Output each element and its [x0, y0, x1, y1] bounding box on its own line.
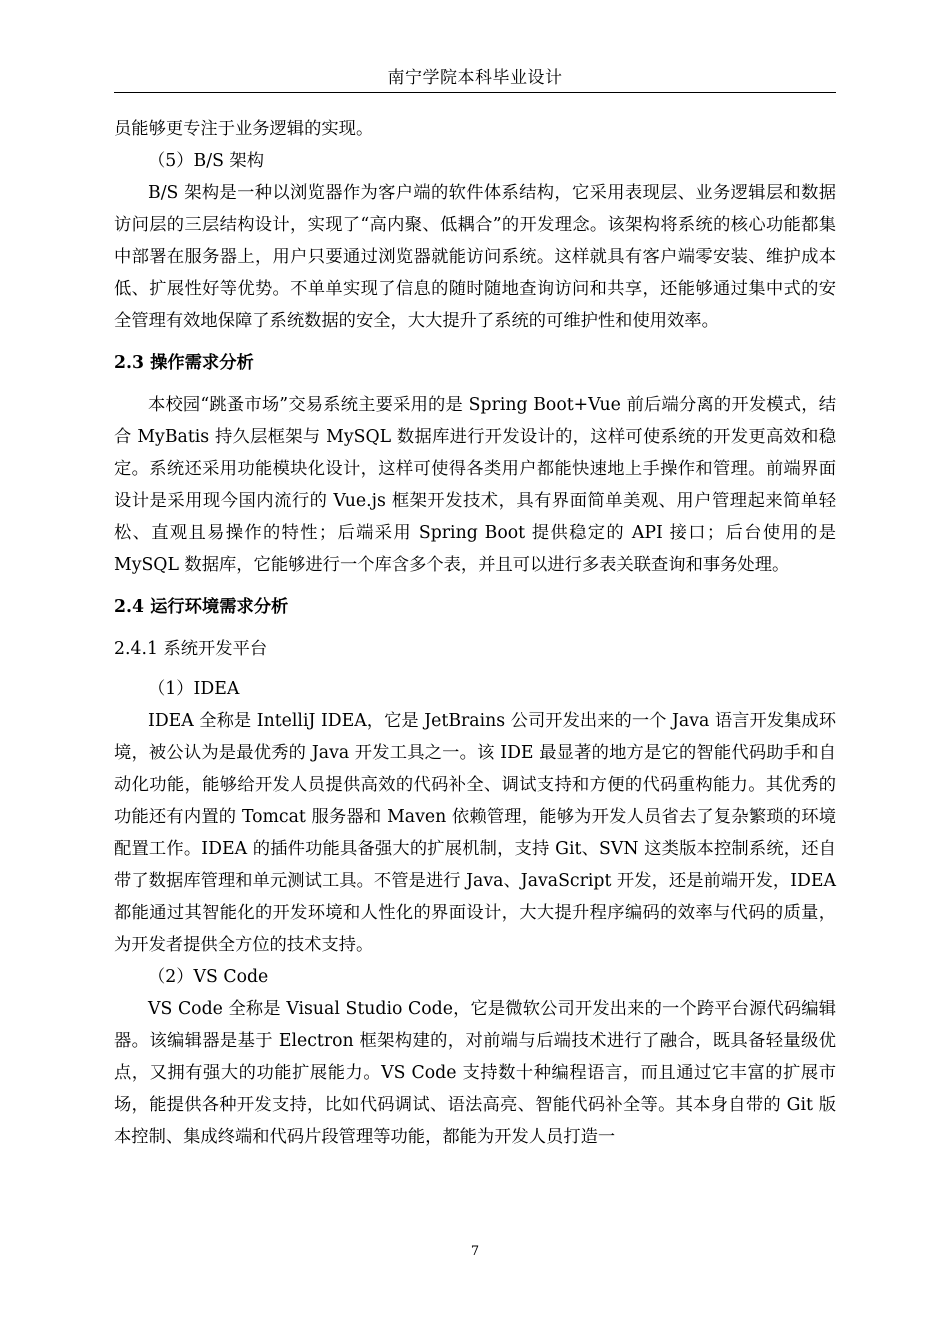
bs-architecture-heading: （5）B/S 架构 [148, 151, 264, 171]
section-heading-2-4: 2.4 运行环境需求分析 [114, 597, 289, 617]
idea-heading: （1）IDEA [148, 679, 240, 699]
bs-architecture-paragraph: B/S 架构是一种以浏览器作为客户端的软件体系结构，它采用表现层、业务逻辑层和数据访问层的三层结构设计，实现了“高内聚、低耦合”的开发理念。该架构将系统的核心功能都集中部署在服务器上，用户只要通过浏览器就能访问系统。这样就具有客户端零安装、维护成本低、扩展性好等优势。不单单实现了信息的随时随地查询访问和共享，还能够通过集中式的安全管理有效地保障了系统数据的安全，大大提升了系统的可维护性和使用效率。 [114, 183, 836, 331]
idea-paragraph: IDEA 全称是 IntelliJ IDEA，它是 JetBrains 公司开发出来的一个 Java 语言开发集成环境，被公认为是最优秀的 Java 开发工具之一。该 IDE 最显著的地方是它的智能代码助手和自动化功能，能够给开发人员提供高效的代码补全、调试支持和方便的代码重构能力。其优秀的功能还有内置的 Tomcat 服务器和 Maven 依赖管理，能够为开发人员省去了复杂繁琐的环境配置工作。IDEA 的插件功能具备强大的扩展机制，支持 Git、SVN 这类版本控制系统，还自带了数据库管理和单元测试工具。不管是进行 Java、JavaScript 开发，还是前端开发，IDEA 都能通过其智能化的开发环境和人性化的界面设计，大大提升程序编码的效率与代码的质量，为开发者提供全方位的技术支持。 [114, 711, 836, 955]
header-divider [114, 92, 836, 93]
subsection-heading-2-4-1: 2.4.1 系统开发平台 [114, 639, 268, 659]
page-header: 南宁学院本科毕业设计 [387, 68, 563, 88]
paragraph-continuation: 员能够更专注于业务逻辑的实现。 [114, 119, 374, 139]
page-number: 7 [470, 1244, 480, 1259]
vscode-paragraph: VS Code 全称是 Visual Studio Code，它是微软公司开发出来的一个跨平台源代码编辑器。该编辑器是基于 Electron 框架构建的，对前端与后端技术进行了融合，既具备轻量级优点，又拥有强大的功能扩展能力。VS Code 支持数十种编程语言，而且通过它丰富的扩展市场，能提供各种开发支持，比如代码调试、语法高亮、智能代码补全等。其本身自带的 Git 版本控制、集成终端和代码片段管理等功能，都能为开发人员打造一 [114, 999, 836, 1147]
page-content [114, 113, 836, 1153]
vscode-heading: （2）VS Code [148, 967, 269, 987]
section-heading-2-3: 2.3 操作需求分析 [114, 353, 254, 373]
operation-requirements-paragraph: 本校园“跳蚤市场”交易系统主要采用的是 Spring Boot+Vue 前后端分离的开发模式，结合 MyBatis 持久层框架与 MySQL 数据库进行开发设计的，这样可使系统的开发更高效和稳定。系统还采用功能模块化设计，这样可使得各类用户都能快速地上手操作和管理。前端界面设计是采用现今国内流行的 Vue.js 框架开发技术，具有界面简单美观、用户管理起来简单轻松、直观且易操作的特性；后端采用 Spring Boot 提供稳定的 API 接口；后台使用的是 MySQL 数据库，它能够进行一个库含多个表，并且可以进行多表关联查询和事务处理。 [114, 395, 836, 575]
